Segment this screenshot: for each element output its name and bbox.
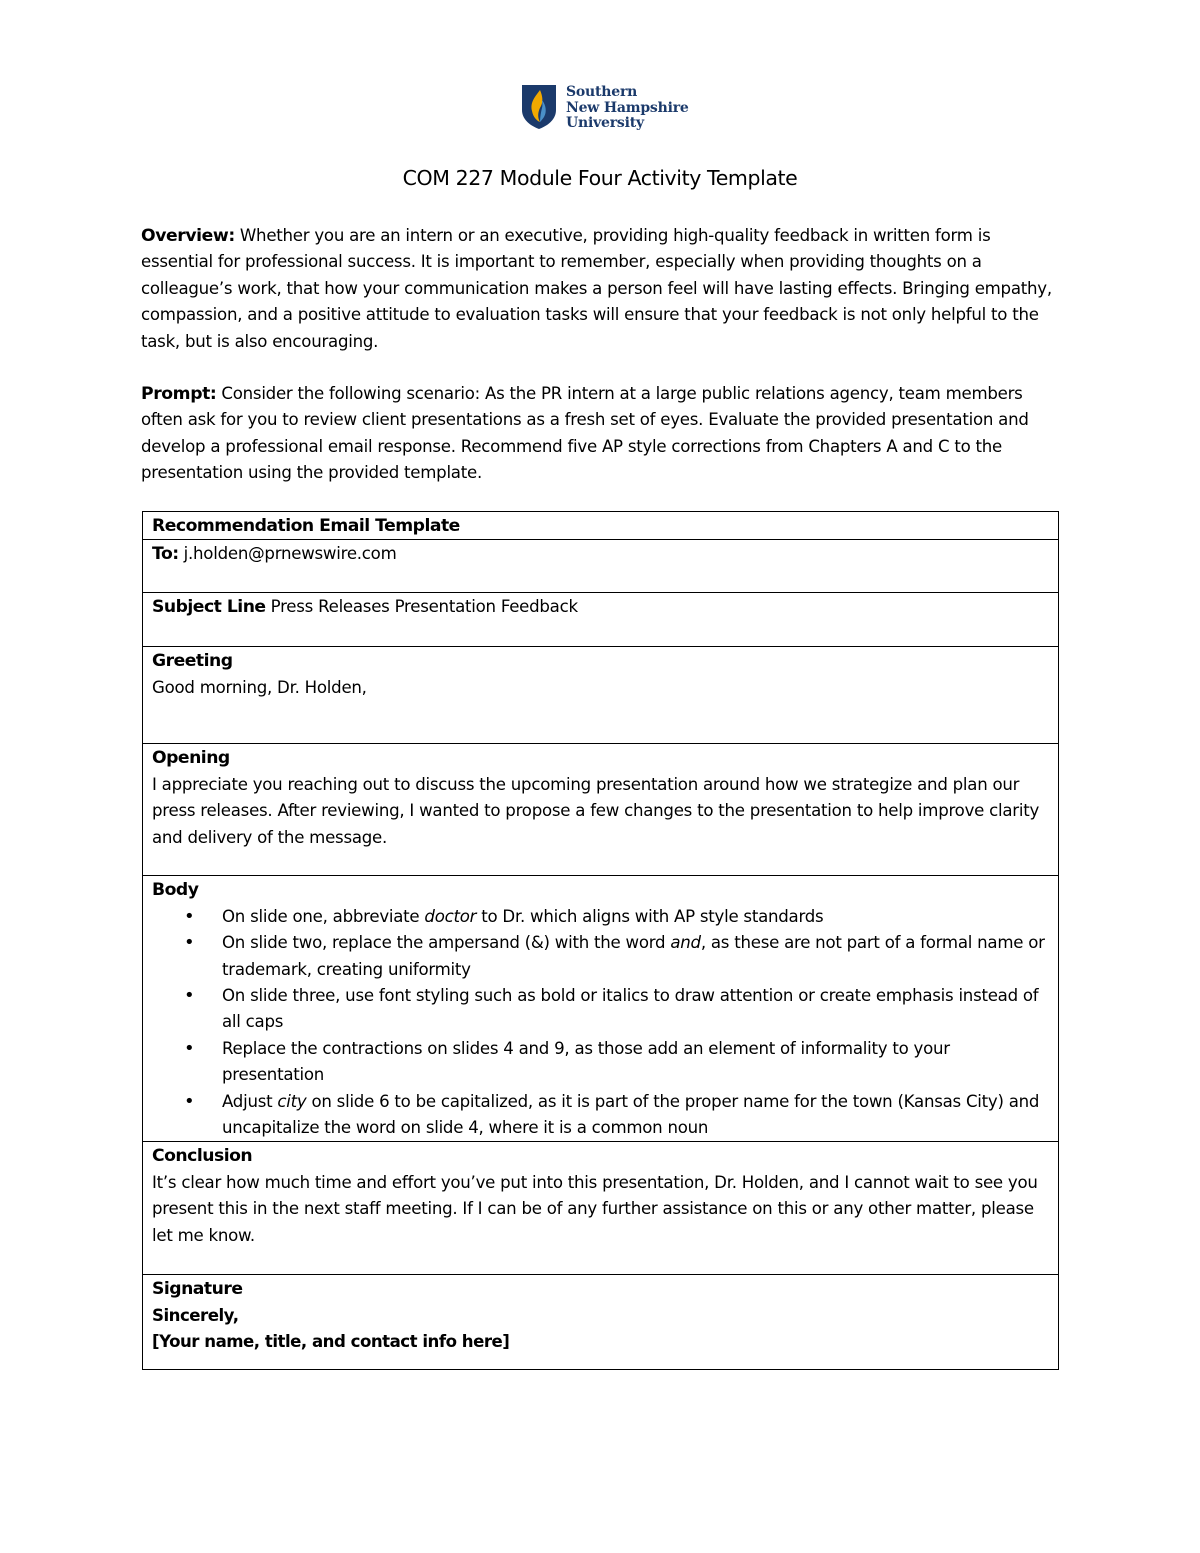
- to-cell: [143, 540, 1059, 593]
- snhu-logo: [521, 84, 701, 132]
- greeting-text: Good morning, Dr. Holden,: [152, 677, 367, 697]
- list-item: • Adjust city on slide 6 to be capitalized, as it is part of the proper name for the town (Kansas City) and uncapitalize the word on slide 4, where it is a common noun: [222, 1089, 1049, 1142]
- body-cell: [143, 876, 1059, 1142]
- conclusion-row: [143, 1142, 1059, 1275]
- to-label: To:: [152, 544, 179, 565]
- greeting-cell: [143, 647, 1059, 744]
- prompt-text: Consider the following scenario: As the PR intern at a large public relations agency, team members often ask for you to review client presentations as a fresh set of eyes. Evaluate the provided presentation and develop a professional email response. Recommend five AP style corrections from Chapters A and C to the presentation using the provided template.: [141, 384, 1029, 483]
- opening-text: I appreciate you reaching out to discuss the upcoming presentation around how we strategize and plan our press releases. After reviewing, I wanted to propose a few changes to the presentation to help improve clarity and delivery of the message.: [152, 774, 1040, 847]
- snhu-shield-icon: [521, 84, 557, 130]
- prompt-paragraph: [141, 381, 1066, 487]
- greeting-label: Greeting: [152, 651, 233, 672]
- logo-line-1: Southern: [566, 84, 638, 100]
- body-label: Body: [152, 880, 199, 901]
- list-item: • On slide three, use font styling such as bold or italics to draw attention or create emphasis instead of all caps: [222, 983, 1049, 1036]
- logo-line-2: New Hampshire: [566, 99, 689, 116]
- opening-row: [143, 744, 1059, 876]
- template-heading: Recommendation Email Template: [152, 516, 460, 536]
- logo-line-3: University: [566, 115, 644, 131]
- list-item: • Replace the contractions on slides 4 and 9, as those add an element of informality to your presentation: [222, 1036, 1049, 1089]
- conclusion-text: It’s clear how much time and effort you’ve put into this presentation, Dr. Holden, and I cannot wait to see you present this in the next staff meeting. If I can be of any further assistance on this or any other matter, please let me know.: [152, 1172, 1038, 1245]
- overview-paragraph: [141, 223, 1066, 355]
- subject-cell: [143, 593, 1059, 647]
- list-item: • On slide one, abbreviate doctor to Dr. which aligns with AP style standards: [222, 904, 1049, 930]
- to-row: [143, 540, 1059, 593]
- logo-wordmark: [566, 85, 689, 132]
- list-item: • On slide two, replace the ampersand (&) with the word and, as these are not part of a formal name or trademark, creating uniformity: [222, 930, 1049, 983]
- template-heading-cell: [143, 512, 1059, 540]
- conclusion-cell: [143, 1142, 1059, 1275]
- prompt-label: Prompt:: [141, 384, 217, 404]
- signature-closing: Sincerely,: [152, 1305, 239, 1325]
- overview-label: Overview:: [141, 226, 235, 246]
- overview-text: Whether you are an intern or an executive, providing high-quality feedback in written form is essential for professional success. It is important to remember, especially when providing thoughts on a colleague’s work, that how your communication makes a person feel will have lasting effects. Bringing empathy, compassion, and a positive attitude to evaluation tasks will ensure that your feedback is not only helpful to the task, but is also encouraging.: [141, 226, 1052, 351]
- signature-cell: [143, 1275, 1059, 1370]
- to-value: j.holden@prnewswire.com: [183, 544, 397, 564]
- conclusion-label: Conclusion: [152, 1146, 253, 1167]
- signature-label: Signature: [152, 1279, 243, 1300]
- subject-value: Press Releases Presentation Feedback: [270, 597, 578, 617]
- greeting-row: [143, 647, 1059, 744]
- template-heading-row: [143, 512, 1059, 540]
- recommendations-list: [152, 904, 1049, 1142]
- page-title: COM 227 Module Four Activity Template: [402, 166, 798, 190]
- subject-row: [143, 593, 1059, 647]
- email-template-table: [142, 511, 1059, 1370]
- signature-row: [143, 1275, 1059, 1370]
- opening-cell: [143, 744, 1059, 876]
- opening-label: Opening: [152, 748, 230, 769]
- body-row: [143, 876, 1059, 1142]
- subject-label: Subject Line: [152, 597, 266, 618]
- signature-placeholder: [Your name, title, and contact info here]: [152, 1332, 510, 1352]
